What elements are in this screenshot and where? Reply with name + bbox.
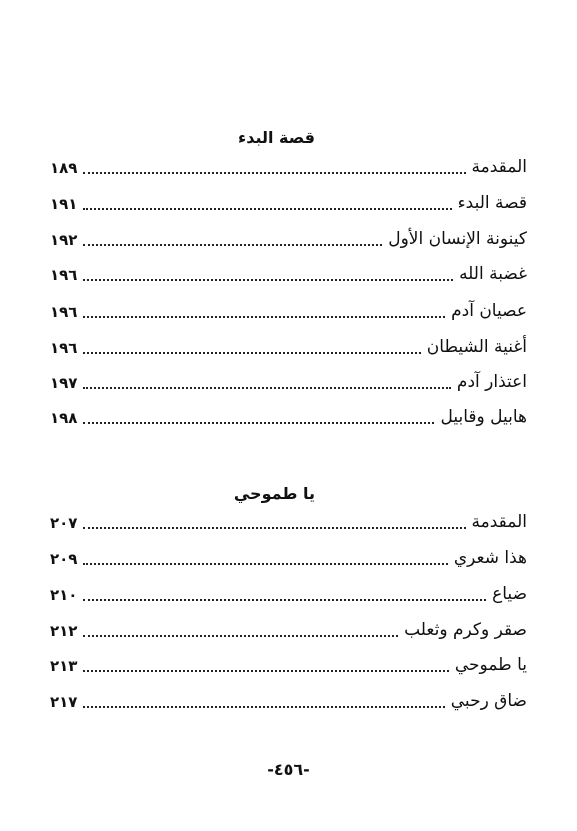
toc-entry-page: ١٨٩ xyxy=(50,159,78,177)
page-number: -٤٥٦- xyxy=(267,760,310,779)
dot-leader xyxy=(83,670,448,672)
toc-entry xyxy=(50,545,527,569)
toc-entry-page: ١٩٦ xyxy=(50,303,78,321)
toc-entry xyxy=(50,154,527,178)
dot-leader xyxy=(83,279,453,281)
dot-leader xyxy=(83,563,447,565)
toc-entry xyxy=(50,334,527,358)
toc-entry-page: ٢١٣ xyxy=(50,657,78,675)
toc-entry-title: ضاق رحبي xyxy=(450,691,527,711)
toc-entry-page: ١٩٦ xyxy=(50,339,78,357)
toc-entry-page: ١٩٢ xyxy=(50,231,78,249)
dot-leader xyxy=(83,599,486,601)
dot-leader xyxy=(83,387,450,389)
toc-entry-page: ١٩٨ xyxy=(50,409,78,427)
toc-entry-title: عصيان آدم xyxy=(451,301,527,321)
toc-entry xyxy=(50,298,527,322)
toc-entry xyxy=(50,226,527,250)
dot-leader xyxy=(83,706,444,708)
toc-entry-title: هابيل وقابيل xyxy=(440,407,527,427)
toc-entry xyxy=(50,652,527,676)
toc-entry-title: ضياع xyxy=(492,584,527,604)
toc-entry-page: ١٩١ xyxy=(50,195,78,213)
toc-entry-title: المقدمة xyxy=(471,512,527,532)
toc-entry xyxy=(50,261,527,285)
section-heading-2: يا طموحي xyxy=(233,484,315,503)
toc-entry xyxy=(50,581,527,605)
dot-leader xyxy=(83,422,434,424)
dot-leader xyxy=(83,208,451,210)
dot-leader xyxy=(83,635,398,637)
dot-leader xyxy=(83,527,465,529)
dot-leader xyxy=(83,172,465,174)
toc-entry-page: ١٩٧ xyxy=(50,374,78,392)
toc-entry-title: هذا شعري xyxy=(453,548,527,568)
dot-leader xyxy=(83,316,445,318)
toc-entry-page: ١٩٦ xyxy=(50,266,78,284)
toc-entry-title: غضبة الله xyxy=(459,264,527,284)
toc-entry xyxy=(50,509,527,533)
toc-entry-page: ٢١٢ xyxy=(50,622,78,640)
toc-entry-title: يا طموحي xyxy=(454,655,527,675)
section-heading-1: قصة البدء xyxy=(238,128,315,147)
toc-entry xyxy=(50,617,527,641)
toc-entry-page: ٢٠٩ xyxy=(50,550,78,568)
toc-entry-title: صقر وكرم وثعلب xyxy=(404,620,527,640)
toc-entry-title: قصة البدء xyxy=(457,193,527,213)
dot-leader xyxy=(83,352,420,354)
toc-entry-page: ٢٠٧ xyxy=(50,514,78,532)
toc-entry-title: كينونة الإنسان الأول xyxy=(388,229,527,249)
toc-entry-page: ٢١٠ xyxy=(50,586,78,604)
toc-entry-page: ٢١٧ xyxy=(50,693,78,711)
toc-entry xyxy=(50,404,527,428)
toc-entry-title: اعتذار آدم xyxy=(456,372,527,392)
toc-entry-title: المقدمة xyxy=(471,157,527,177)
toc-entry xyxy=(50,190,527,214)
dot-leader xyxy=(83,244,382,246)
toc-entry xyxy=(50,688,527,712)
toc-entry xyxy=(50,369,527,393)
toc-entry-title: أغنية الشيطان xyxy=(426,337,527,357)
